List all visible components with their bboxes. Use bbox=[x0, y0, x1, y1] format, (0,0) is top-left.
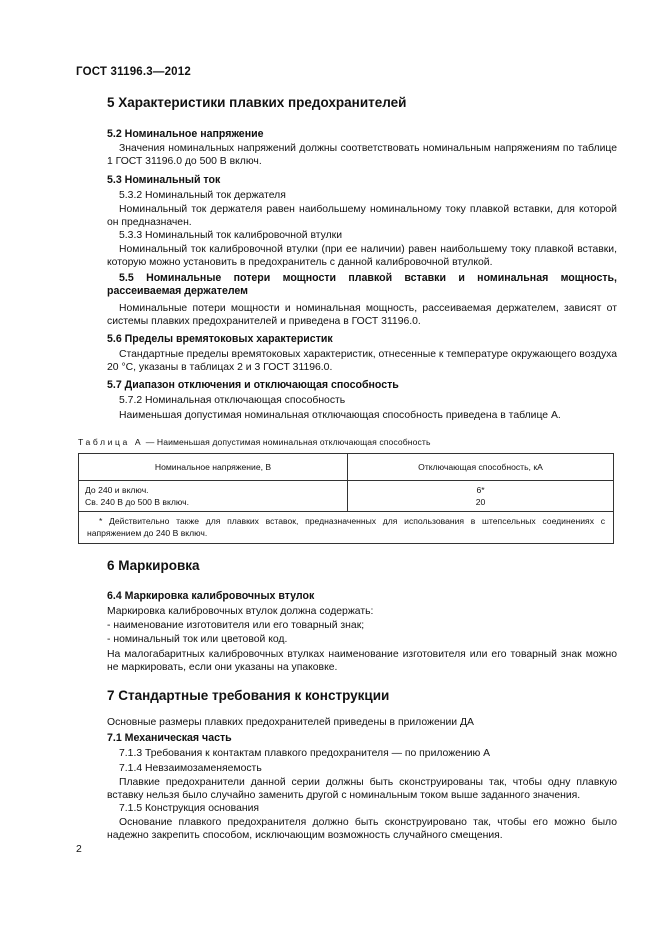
voltage-cell bbox=[79, 481, 348, 512]
clause-5-6-text: Стандартные пределы времятоковых характеристик, отнесенные к температуре окружающего воздуха 20 °С, указаны в таблицах 2 и 3 ГОСТ 31196.0. bbox=[107, 349, 618, 374]
col-voltage-header: Номинальное напряжение, В bbox=[79, 454, 348, 481]
breaking-capacity-table bbox=[78, 453, 614, 544]
capacity-cell bbox=[348, 481, 614, 512]
table-header-row bbox=[79, 454, 614, 481]
table-caption-title: — Наименьшая допустимая номинальная отключающая способность bbox=[143, 437, 431, 447]
section-7-intro: Основные размеры плавких предохранителей приведены в приложении ДА bbox=[107, 717, 474, 728]
capacity-value-2: 20 bbox=[475, 496, 486, 507]
section-5-heading: 5 Характеристики плавких предохранителей bbox=[107, 95, 407, 110]
clause-5-3-heading: 5.3 Номинальный ток bbox=[107, 174, 221, 186]
clause-7-1-heading: 7.1 Механическая часть bbox=[107, 732, 232, 744]
clause-5-7-2-heading: 5.7.2 Номинальная отключающая способность bbox=[119, 395, 346, 406]
table-footnote: * Действительно также для плавких вставок, предназначенных для использования в штепсельных соединениях с напряжением до 240 В включ. bbox=[79, 512, 614, 544]
clause-5-3-2-heading: 5.3.2 Номинальный ток держателя bbox=[119, 190, 286, 201]
clause-6-4-text: На малогабаритных калибровочных втулках наименование изготовителя или его товарный знак можно не маркировать, если они указаны на упаковке. bbox=[107, 649, 617, 674]
table-row bbox=[79, 481, 614, 512]
clause-5-6-heading: 5.6 Пределы времятоковых характеристик bbox=[107, 333, 333, 345]
section-7-heading: 7 Стандартные требования к конструкции bbox=[107, 688, 390, 703]
clause-7-1-5-text: Основание плавкого предохранителя должно быть сконструировано так, чтобы его можно было надежно закрепить способом, исключающим возможность случайного смещения. bbox=[107, 817, 617, 842]
clause-5-3-3-text: Номинальный ток калибровочной втулки (при ее наличии) равен наибольшему току плавкой вставки, которую можно установить в предохранитель с данной калибровочной втулкой. bbox=[107, 244, 617, 269]
clause-5-3-2-text: Номинальный ток держателя равен наибольшему номинальному току плавкой вставки, для которой он предназначен. bbox=[107, 204, 617, 229]
voltage-value-2: Св. 240 В до 500 В включ. bbox=[85, 496, 189, 507]
clause-5-2-heading: 5.2 Номинальное напряжение bbox=[107, 128, 264, 140]
clause-5-5-heading: 5.5 Номинальные потери мощности плавкой вставки и номинальная мощность, рассеиваемая держателем bbox=[107, 272, 617, 298]
standard-number: ГОСТ 31196.3—2012 bbox=[76, 66, 191, 78]
clause-5-3-3-heading: 5.3.3 Номинальный ток калибровочной втулки bbox=[119, 230, 343, 241]
capacity-value-1: 6* bbox=[476, 485, 485, 495]
voltage-value-1: До 240 и включ. bbox=[85, 485, 149, 495]
clause-5-2-text: Значения номинальных напряжений должны соответствовать номинальным напряжениям по таблице 1 ГОСТ 31196.0 до 500 В включ. bbox=[107, 143, 617, 168]
clause-7-1-4-heading: 7.1.4 Невзаимозаменяемость bbox=[119, 763, 262, 774]
clause-5-5-text: Номинальные потери мощности и номинальная мощность, рассеиваемая держателем, зависят от системы плавких предохранителей и приведена в ГОСТ 31196.0. bbox=[107, 303, 617, 328]
table-footnote-row bbox=[79, 512, 614, 544]
table-caption-prefix: Таблица А bbox=[78, 437, 144, 447]
clause-6-4-heading: 6.4 Маркировка калибровочных втулок bbox=[107, 590, 315, 602]
page-number: 2 bbox=[76, 844, 82, 855]
list-item: - наименование изготовителя или его товарный знак; bbox=[107, 620, 365, 631]
clause-6-4-intro: Маркировка калибровочных втулок должна содержать: bbox=[107, 606, 374, 617]
list-item: - номинальный ток или цветовой код. bbox=[107, 634, 288, 645]
table-caption bbox=[78, 437, 431, 447]
clause-7-1-5-heading: 7.1.5 Конструкция основания bbox=[119, 803, 260, 814]
col-capacity-header: Отключающая способность, кА bbox=[348, 454, 614, 481]
clause-5-7-2-text: Наименьшая допустимая номинальная отключающая способность приведена в таблице А. bbox=[119, 410, 561, 421]
clause-7-1-4-text: Плавкие предохранители данной серии должны быть сконструированы так, чтобы одну плавкую вставку нельзя было случайно заменить другой с номинальным током выше заданного значения. bbox=[107, 777, 617, 802]
clause-5-7-heading: 5.7 Диапазон отключения и отключающая способность bbox=[107, 379, 399, 391]
clause-7-1-3: 7.1.3 Требования к контактам плавкого предохранителя — по приложению А bbox=[119, 748, 491, 759]
section-6-heading: 6 Маркировка bbox=[107, 558, 200, 573]
